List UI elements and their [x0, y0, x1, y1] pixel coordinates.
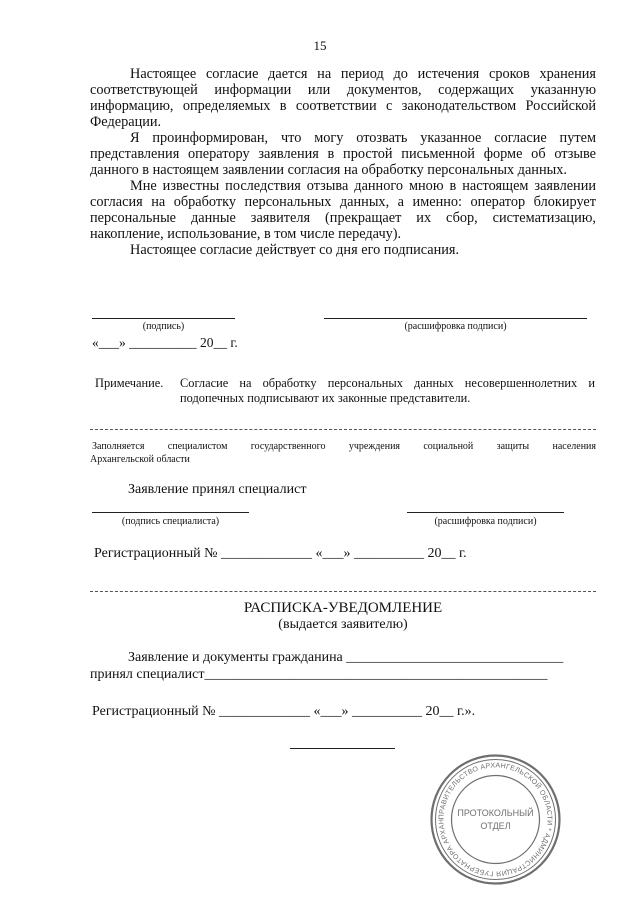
stamp-seal-icon	[428, 752, 563, 887]
paragraph-revocation: Я проинформирован, что могу отозвать указанное согласие путем представления оператору заявления в простой письменной форме об отзыве данного в настоящем заявлении согласия на обработку персональных данных.	[90, 130, 596, 178]
receipt-registration-line: Регистрационный № _____________ «___» __________ 20__ г.».	[92, 704, 476, 719]
note-label: Примечание.	[95, 376, 164, 390]
dashed-separator-2	[90, 591, 596, 592]
receipt-title: РАСПИСКА-УВЕДОМЛЕНИЕ	[243, 600, 443, 616]
receipt-docs-line-1: Заявление и документы гражданина _______________________________	[128, 650, 564, 665]
filled-by-note	[90, 440, 596, 466]
receipt-subtitle: (выдается заявителю)	[278, 617, 408, 632]
note	[95, 376, 595, 406]
receipt-docs-line-2: принял специалист_________________________________________________	[90, 667, 548, 682]
note-text: Согласие на обработку персональных данных несовершеннолетних и подопечных подписывают их законные представители.	[180, 376, 595, 405]
accepted-label: Заявление принял специалист	[128, 482, 307, 497]
stamp-center-text-1: ПРОТОКОЛЬНЫЙ	[457, 808, 534, 818]
paragraph-consequences: Мне известны последствия отзыва данного мною в настоящем заявлении согласия на обработку персональных данных, а именно: оператор блокирует персональные данные заявителя (прекращает их сбор, систематизацию, накопление, использование, в том числе передачу).	[90, 178, 596, 242]
stamp-ring-text: ПРАВИТЕЛЬСТВО АРХАНГЕЛЬСКОЙ ОБЛАСТИ * АДМИНИСТРАЦИЯ ГУБЕРНАТОРА АРХАН	[438, 762, 553, 877]
signature-line	[92, 318, 235, 319]
paragraph-validity: Настоящее согласие дается на период до истечения сроков хранения соответствующей информации или документов, содержащих указанную информацию, определяемых в соответствии с законодательством Российской Федерации.	[90, 66, 596, 130]
signature-decode-line	[324, 318, 587, 319]
filled-by-line-1: Заполняется специалистом государственного учреждения социальной защиты населения	[92, 441, 596, 452]
specialist-decode-line	[407, 512, 564, 513]
specialist-signature-caption: (подпись специалиста)	[121, 516, 220, 527]
specialist-signature-line	[92, 512, 249, 513]
stamp-center-text-2: ОТДЕЛ	[480, 821, 511, 831]
body-text	[90, 66, 596, 258]
stamp	[428, 752, 563, 887]
filled-by-line-2: Архангельской области	[90, 454, 190, 465]
signature-decode-caption: (расшифровка подписи)	[404, 321, 507, 332]
signature-caption: (подпись)	[142, 321, 185, 332]
specialist-decode-caption: (расшифровка подписи)	[434, 516, 537, 527]
bottom-short-line	[290, 748, 395, 749]
date-line: «___» __________ 20__ г.	[92, 335, 238, 350]
dashed-separator	[90, 429, 596, 430]
paragraph-effective: Настоящее согласие действует со дня его подписания.	[130, 242, 460, 258]
registration-line: Регистрационный № _____________ «___» __________ 20__ г.	[94, 546, 467, 561]
page-number: 15	[313, 38, 327, 53]
